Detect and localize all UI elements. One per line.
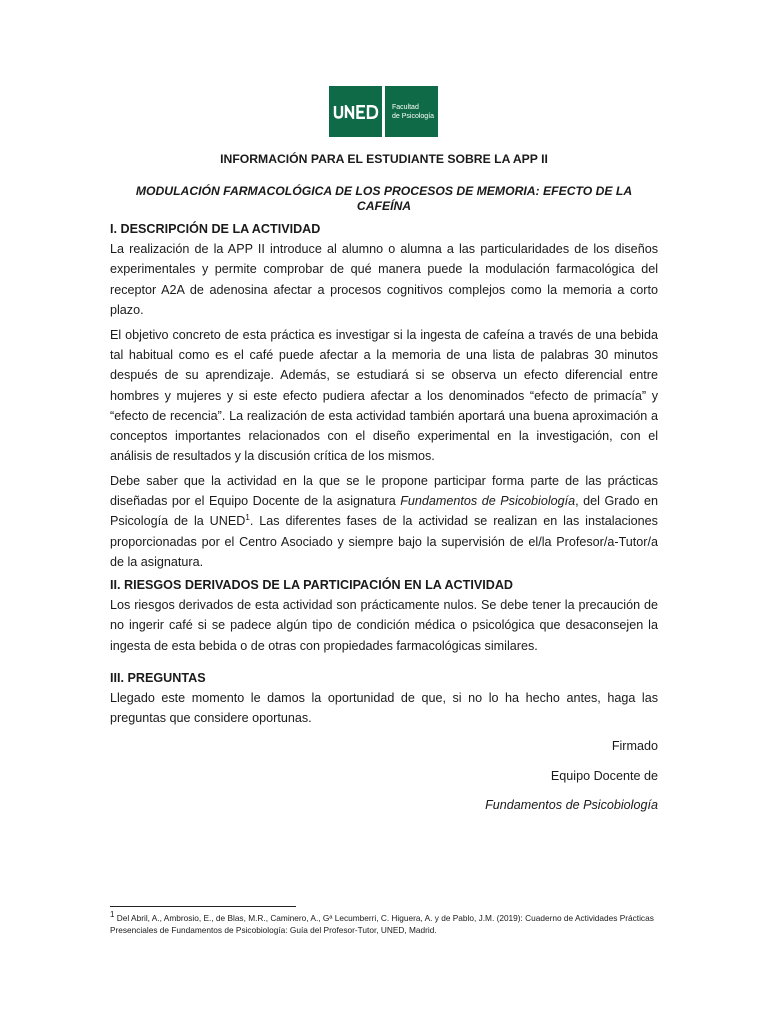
section-1-paragraph-2: El objetivo concreto de esta práctica es investigar si la ingesta de cafeína a través de una bebida tal habitual como es el café puede afectar a la memoria de una lista de palabras 30 minutos después de su aprendizaje. Además, se estudiará si se observa un efecto diferencial entre hombres y mujeres y si este efecto pudiera afectar a los denominados “efecto de primacía” y “efecto de recencia”. La realización de esta actividad también aportará una buena aproximación a conceptos importantes relacionados con el diseño experimental en la investigación, con el análisis de resultados y la discusión crítica de los mismos.: [110, 328, 658, 464]
section-3-heading: III. PREGUNTAS: [110, 671, 206, 685]
section-1-paragraph-3: [110, 471, 658, 572]
faculty-label: [385, 86, 438, 137]
section-questions: [110, 668, 658, 729]
footnote-reference: 1: [245, 513, 250, 523]
faculty-line-2: de Psicología: [392, 112, 435, 120]
section-description: [110, 219, 658, 320]
document-subtitle: MODULACIÓN FARMACOLÓGICA DE LOS PROCESOS DE MEMORIA: EFECTO DE LA CAFEÍNA: [135, 184, 633, 213]
section-3-paragraph: Llegado este momento le damos la oportunidad de que, si no lo ha hecho antes, haga las preguntas que considere oportunas.: [110, 691, 658, 726]
footnote-marker: 1: [110, 910, 115, 920]
footnote: [110, 912, 658, 936]
signature-course: Fundamentos de Psicobiología: [485, 798, 658, 812]
p3-text-c: . Las diferentes fases de la actividad se realizan en las instalaciones proporcionadas por el Centro Asociado y siempre bajo la supervisión de el/la Profesor/a-Tutor/a de la asignatura.: [110, 514, 658, 569]
section-1-paragraph-1: La realización de la APP II introduce al alumno o alumna a las particularidades de los diseños experimentales y permite comprobar de qué manera puede la modulación farmacológica del receptor A2A de adenosina afectar a procesos cognitivos complejos como la memoria a corto plazo.: [110, 242, 658, 317]
footnote-text: Del Abril, A., Ambrosio, E., de Blas, M.R., Caminero, A., Gª Lecumberri, C. Higuera, A. y de Pablo, J.M. (2019): Cuaderno de Actividades Prácticas Presenciales de Fundamentos de Psicobiología: Guía del Profesor-Tutor, UNED, Madrid.: [110, 913, 654, 935]
uned-logo: [329, 86, 438, 137]
p3-text-b: , del Grado en Psicología de la UNED: [110, 494, 659, 529]
uned-wordmark-glyphs: [333, 105, 379, 119]
section-risks: [110, 575, 658, 656]
uned-wordmark: [329, 86, 382, 137]
p3-text-a: Debe saber que la actividad en la que se le propone participar forma parte de las prácticas diseñadas por el Equipo Docente de la asignatura: [110, 474, 658, 509]
section-2-heading: II. RIESGOS DERIVADOS DE LA PARTICIPACIÓN EN LA ACTIVIDAD: [110, 578, 514, 592]
section-1-heading: I. DESCRIPCIÓN DE LA ACTIVIDAD: [110, 222, 321, 236]
p3-course-name: Fundamentos de Psicobiología: [400, 494, 576, 509]
document-title: INFORMACIÓN PARA EL ESTUDIANTE SOBRE LA APP II: [220, 152, 548, 166]
faculty-line-1: Facultad: [392, 103, 419, 111]
section-2-paragraph: Los riesgos derivados de esta actividad son prácticamente nulos. Se debe tener la precaución de no ingerir café si se padece algún tipo de condición médica o psicológica que desaconsejen la ingesta de esta bebida o de otras con propiedades farmacológicas similares.: [110, 598, 658, 653]
signature-signed: Firmado: [611, 739, 658, 753]
footnote-separator: [110, 906, 296, 907]
signature-team: Equipo Docente de: [550, 769, 658, 783]
